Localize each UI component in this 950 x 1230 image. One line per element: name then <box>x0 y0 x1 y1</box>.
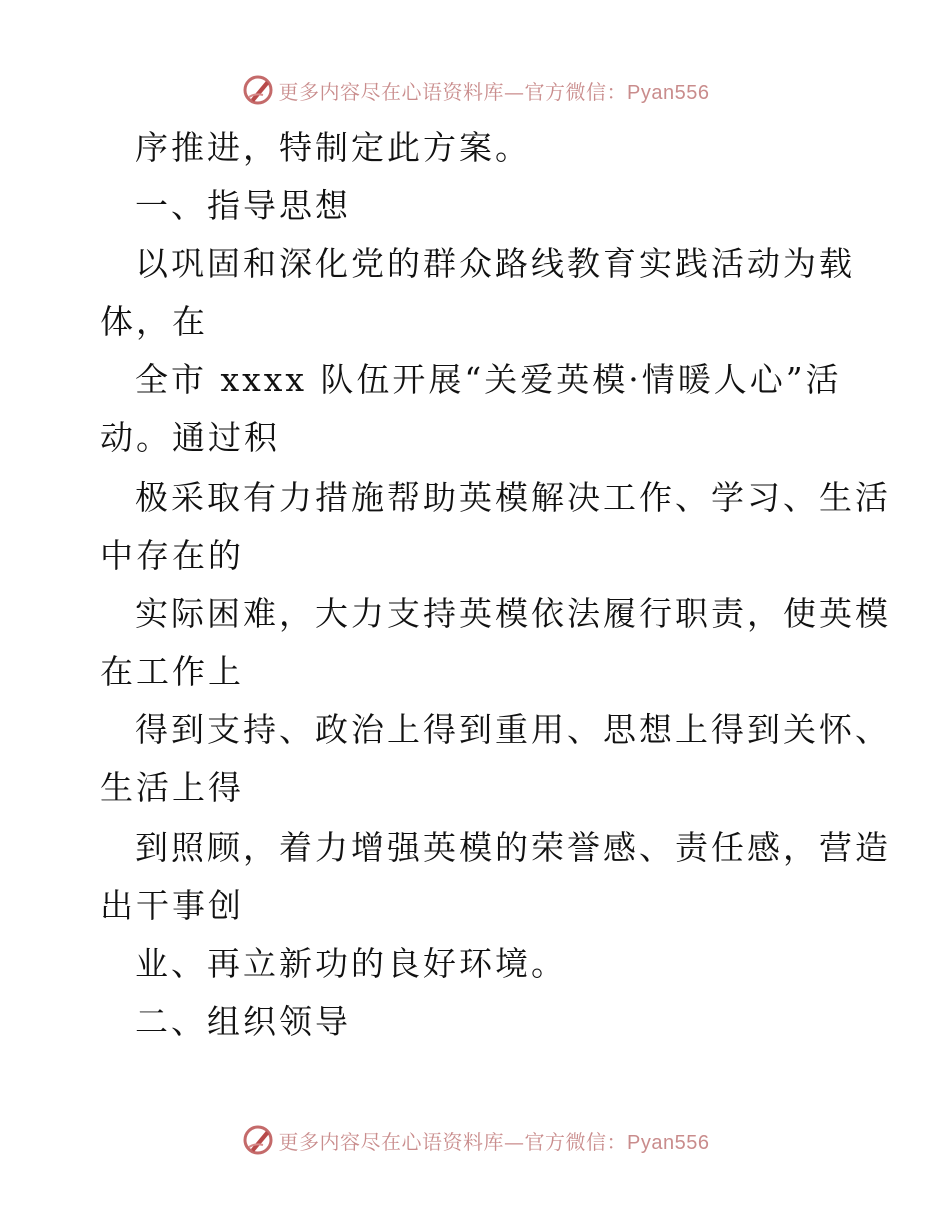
body-line: 到照顾，着力增强英模的荣誉感、责任感，营造 <box>135 828 891 867</box>
body-line: 实际困难，大力支持英模依法履行职责，使英模 <box>135 594 891 633</box>
footer-banner-account: Pyan556 <box>627 1131 710 1154</box>
pen-logo-icon <box>241 1123 275 1157</box>
header-banner-account: Pyan556 <box>627 81 710 104</box>
header-banner-text: 更多内容尽在心语资料库—官方微信： <box>278 79 628 104</box>
body-line: 序推进，特制定此方案。 <box>135 128 531 167</box>
footer-banner <box>0 1120 950 1160</box>
body-line: 中存在的 <box>100 536 244 575</box>
body-line: 在工作上 <box>100 652 244 691</box>
footer-banner-text: 更多内容尽在心语资料库—官方微信： <box>278 1129 628 1154</box>
body-line: 全市 xxxx 队伍开展“关爱英模·情暖人心”活 <box>135 360 842 399</box>
body-line: 体，在 <box>100 302 208 341</box>
body-line: 动。通过积 <box>100 418 280 457</box>
body-line: 业、再立新功的良好环境。 <box>135 944 567 983</box>
section-heading: 二、组织领导 <box>135 1002 351 1041</box>
body-line: 极采取有力措施帮助英模解决工作、学习、生活 <box>135 478 891 517</box>
body-line: 得到支持、政治上得到重用、思想上得到关怀、 <box>135 710 891 749</box>
body-line: 生活上得 <box>100 768 244 807</box>
body-line: 出干事创 <box>100 886 244 925</box>
section-heading: 一、指导思想 <box>135 186 351 225</box>
body-line: 以巩固和深化党的群众路线教育实践活动为载 <box>135 244 855 283</box>
